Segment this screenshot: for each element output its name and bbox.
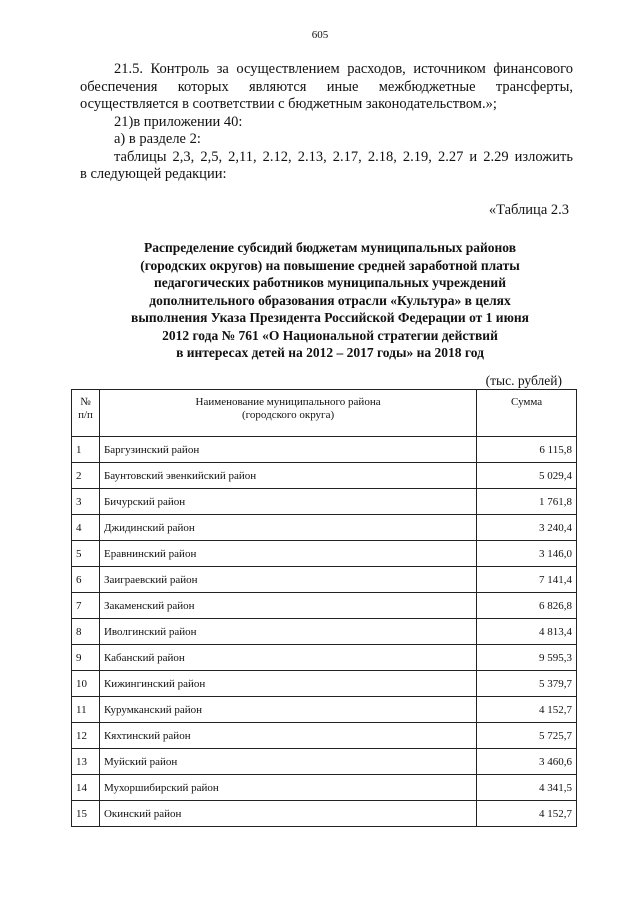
header-number-line-1: № <box>80 396 91 408</box>
row-name: Иволгинский район <box>99 619 476 645</box>
row-sum: 1 761,8 <box>477 489 577 515</box>
header-name-line-1: Наименование муниципального района <box>195 396 381 408</box>
title-line: дополнительного образования отрасли «Культура» в целях <box>149 292 511 308</box>
row-sum: 9 595,3 <box>477 645 577 671</box>
paragraph-a: а) в разделе 2: <box>114 131 201 147</box>
paragraph-21-5-line-1: 21.5. Контроль за осуществлением расходов, источником финансового <box>114 61 573 77</box>
row-sum: 4 152,7 <box>477 697 577 723</box>
body-text <box>80 61 573 184</box>
paragraph-21-5-line-2: обеспечения которых являются иные межбюджетные трансферты, <box>80 78 573 95</box>
row-sum: 4 341,5 <box>477 775 577 801</box>
row-number: 10 <box>72 671 100 697</box>
table-row <box>72 489 577 515</box>
row-number: 14 <box>72 775 100 801</box>
table-row <box>72 463 577 489</box>
row-sum: 7 141,4 <box>477 567 577 593</box>
title-line: педагогических работников муниципальных учреждений <box>153 275 506 290</box>
row-name: Кабанский район <box>99 645 476 671</box>
row-sum: 4 813,4 <box>477 619 577 645</box>
header-sum: Сумма <box>477 390 577 437</box>
row-sum: 3 240,4 <box>477 515 577 541</box>
title-line: Распределение субсидий бюджетам муниципальных районов <box>143 240 517 255</box>
table-row <box>72 645 577 671</box>
row-number: 11 <box>72 697 100 723</box>
row-name: Баунтовский эвенкийский район <box>99 463 476 489</box>
row-number: 15 <box>72 801 100 827</box>
row-sum: 4 152,7 <box>477 801 577 827</box>
table-row <box>72 541 577 567</box>
row-name: Джидинский район <box>99 515 476 541</box>
row-name: Бичурский район <box>99 489 476 515</box>
table-row <box>72 671 577 697</box>
row-number: 1 <box>72 437 100 463</box>
row-sum: 6 826,8 <box>477 593 577 619</box>
table-header-row <box>72 390 577 437</box>
paragraph-tables-line-1: таблицы 2,3, 2,5, 2,11, 2.12, 2.13, 2.17, 2.18, 2.19, 2.27 и 2.29 изложить <box>114 148 573 165</box>
row-number: 6 <box>72 567 100 593</box>
row-sum: 5 029,4 <box>477 463 577 489</box>
document-title <box>105 239 555 362</box>
title-line: 2012 года № 761 «О Национальной стратегии действий <box>162 327 498 343</box>
row-name: Курумканский район <box>99 697 476 723</box>
row-number: 7 <box>72 593 100 619</box>
table-row <box>72 723 577 749</box>
table-row <box>72 515 577 541</box>
row-number: 13 <box>72 749 100 775</box>
paragraph-21-5-line-3: осуществляется в соответствии с бюджетным законодательством.»; <box>80 96 497 112</box>
title-line: (городских округов) на повышение средней заработной платы <box>140 257 520 273</box>
row-name: Кяхтинский район <box>99 723 476 749</box>
row-sum: 3 146,0 <box>477 541 577 567</box>
table-row <box>72 593 577 619</box>
row-number: 4 <box>72 515 100 541</box>
table-row <box>72 801 577 827</box>
table-row <box>72 567 577 593</box>
row-number: 2 <box>72 463 100 489</box>
row-number: 9 <box>72 645 100 671</box>
row-sum: 6 115,8 <box>477 437 577 463</box>
row-name: Баргузинский район <box>99 437 476 463</box>
row-name: Муйский район <box>99 749 476 775</box>
table-row <box>72 619 577 645</box>
row-number: 12 <box>72 723 100 749</box>
table-label: «Таблица 2.3 <box>488 202 569 218</box>
row-number: 5 <box>72 541 100 567</box>
table-row <box>72 749 577 775</box>
table-row <box>72 775 577 801</box>
table-row <box>72 697 577 723</box>
header-number-line-2: п/п <box>78 409 93 421</box>
title-line: выполнения Указа Президента Российской Федерации от 1 июня <box>131 310 529 325</box>
row-number: 8 <box>72 619 100 645</box>
row-sum: 3 460,6 <box>477 749 577 775</box>
page-number: 605 <box>311 29 329 41</box>
units-label: (тыс. рублей) <box>485 373 562 388</box>
header-name <box>99 390 476 437</box>
row-name: Закаменский район <box>99 593 476 619</box>
row-name: Еравнинский район <box>99 541 476 567</box>
row-name: Заиграевский район <box>99 567 476 593</box>
row-sum: 5 725,7 <box>477 723 577 749</box>
row-number: 3 <box>72 489 100 515</box>
header-number <box>72 390 100 437</box>
row-name: Кижингинский район <box>99 671 476 697</box>
row-sum: 5 379,7 <box>477 671 577 697</box>
table-row <box>72 437 577 463</box>
paragraph-tables-line-2: в следующей редакции: <box>80 166 227 182</box>
row-name: Окинский район <box>99 801 476 827</box>
header-name-line-2: (городского округа) <box>242 409 335 421</box>
subsidy-table <box>71 389 577 827</box>
row-name: Мухоршибирский район <box>99 775 476 801</box>
title-line: в интересах детей на 2012 – 2017 годы» на 2018 год <box>176 345 484 360</box>
paragraph-21: 21)в приложении 40: <box>114 113 243 130</box>
